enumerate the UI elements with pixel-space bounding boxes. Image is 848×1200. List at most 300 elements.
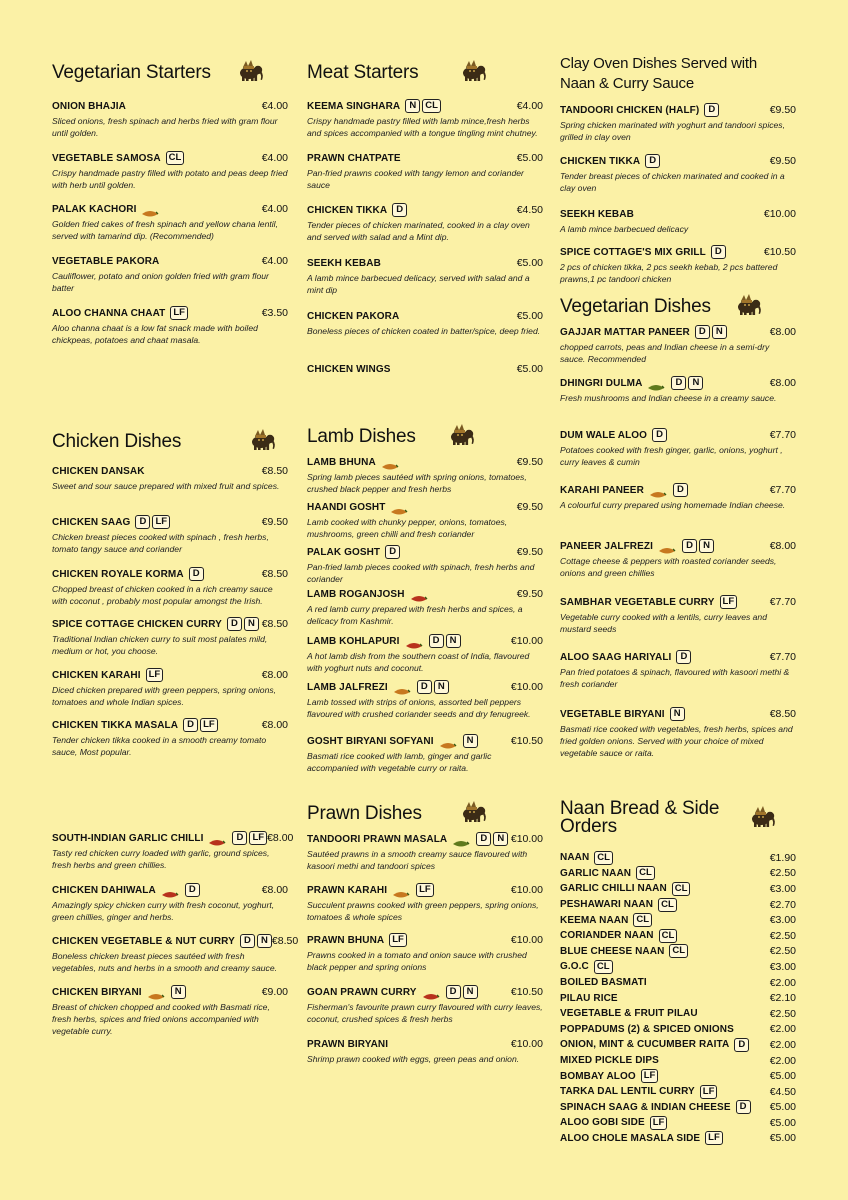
menu-item-price: €5.00: [516, 310, 543, 322]
menu-item-name: VEGETABLE & FRUIT PILAU: [560, 1008, 698, 1020]
dietary-badge: D: [673, 483, 688, 497]
menu-item-price: €3.00: [769, 960, 796, 973]
menu-item-tags: [410, 589, 432, 599]
menu-item-row: [307, 308, 543, 324]
menu-item: [560, 975, 796, 991]
dietary-badge: N: [699, 539, 714, 553]
menu-item-price: €4.00: [261, 255, 288, 267]
section-lamb-dishes: [307, 422, 543, 773]
menu-item-row: [52, 667, 288, 683]
menu-item-description: A lamb mince barbecued delicacy, served with salad and a mint dip: [307, 273, 530, 295]
menu-item-tags: [645, 154, 660, 168]
section-naan-sides: [560, 800, 796, 1146]
menu-item-row: [52, 253, 288, 269]
menu-item-name: GAJJAR MATTAR PANEER: [560, 326, 690, 338]
menu-item-name: VEGETABLE SAMOSA: [52, 152, 161, 164]
dietary-badge: CL: [672, 882, 691, 896]
menu-item-price: €10.00: [510, 884, 543, 896]
menu-item: [560, 928, 796, 944]
menu-item-price: €2.70: [769, 898, 796, 911]
menu-item: [560, 324, 796, 375]
menu-item-price: €2.00: [769, 1023, 796, 1036]
dietary-badge: D: [676, 650, 691, 664]
menu-item-row: [560, 1022, 796, 1038]
menu-item-tags: [649, 483, 688, 497]
menu-item-description: Spring lamb pieces sautéed with spring onions, tomatoes, crushed black pepper and fresh herbs: [307, 472, 527, 494]
menu-item-row: [307, 150, 543, 166]
menu-item-tags: [381, 457, 403, 467]
menu-item-description: Sweet and sour sauce prepared with mixed fruit and spices.: [52, 481, 280, 491]
menu-item: [52, 463, 288, 514]
dietary-badge: D: [734, 1038, 749, 1052]
section-vegetarian-dishes: [560, 292, 796, 758]
menu-item-price: €7.70: [769, 596, 796, 608]
menu-item-description: Shrimp prawn cooked with eggs, green peas and onion.: [307, 1054, 520, 1064]
menu-item-price: €2.10: [769, 992, 796, 1005]
menu-item-row: [307, 499, 543, 515]
dietary-badge: LF: [700, 1085, 718, 1099]
menu-item: [560, 944, 796, 960]
menu-item-price: €2.50: [769, 929, 796, 942]
dietary-badge: D: [671, 376, 686, 390]
menu-item-price: €8.00: [769, 540, 796, 552]
menu-item-name: G.O.C: [560, 961, 589, 973]
dietary-badge: D: [736, 1100, 751, 1114]
section-chicken-dishes: [52, 427, 288, 757]
section-clay-oven: [560, 55, 796, 284]
menu-item-tags: [166, 151, 185, 165]
menu-item: [560, 482, 796, 538]
menu-item-name: ONION BHAJIA: [52, 100, 126, 112]
menu-item-price: €4.00: [261, 100, 288, 112]
menu-item-name: PILAU RICE: [560, 992, 618, 1004]
section-header: [52, 58, 288, 98]
menu-item-row: [307, 586, 543, 602]
menu-item: [560, 897, 796, 913]
menu-item: [560, 1037, 796, 1053]
menu-item-name: SEEKH KEBAB: [560, 208, 634, 220]
menu-item-name: LAMB ROGANJOSH: [307, 588, 405, 600]
menu-item-row: [52, 150, 288, 166]
menu-item-price: €5.00: [516, 363, 543, 375]
menu-item-row: [52, 514, 288, 530]
menu-item-tags: [389, 933, 407, 947]
menu-item: [307, 202, 543, 255]
dietary-badge: N: [446, 634, 461, 648]
menu-item-row: [307, 202, 543, 218]
menu-item: [560, 866, 796, 882]
menu-item-name: TARKA DAL LENTIL CURRY: [560, 1086, 695, 1098]
menu-item-price: €5.00: [769, 1132, 796, 1145]
menu-item: [52, 667, 288, 717]
menu-item-row: [307, 255, 543, 271]
menu-item-tags: [670, 707, 685, 721]
menu-item-tags: [695, 325, 727, 339]
chili-red-icon: [422, 987, 440, 997]
menu-item-name: ALOO GOBI SIDE: [560, 1117, 645, 1129]
menu-item-description: Tender pieces of chicken marinated, cooked in a clay oven and served with salad and a Mint dip.: [307, 220, 530, 242]
chili-orange-icon: [141, 204, 159, 214]
chili-orange-icon: [649, 485, 667, 495]
dietary-badge: D: [240, 934, 255, 948]
menu-item-name: CHICKEN TIKKA MASALA: [52, 719, 179, 731]
menu-item-tags: [392, 203, 407, 217]
menu-item-name: DHINGRI DULMA: [560, 377, 643, 389]
menu-item-name: PESHAWARI NAAN: [560, 899, 654, 911]
menu-item-name: PANEER JALFREZI: [560, 540, 653, 552]
menu-item-price: €3.50: [261, 307, 288, 319]
menu-item-row: [560, 975, 796, 991]
menu-item-price: €10.50: [510, 986, 543, 998]
menu-item-price: €10.00: [510, 1038, 543, 1050]
chili-green-icon: [452, 834, 470, 844]
menu-item-row: [560, 153, 796, 169]
menu-item-row: [307, 882, 543, 898]
dietary-badge: N: [244, 617, 259, 631]
menu-item: [52, 616, 288, 667]
menu-item-row: [307, 633, 543, 649]
menu-item-name: MIXED PICKLE DIPS: [560, 1055, 659, 1067]
menu-item: [560, 375, 796, 427]
menu-item-name: VEGETABLE BIRYANI: [560, 708, 665, 720]
dietary-badge: LF: [650, 1116, 668, 1130]
menu-item: [52, 566, 288, 616]
dietary-badge: D: [189, 567, 204, 581]
menu-item-name: TANDOORI PRAWN MASALA: [307, 833, 448, 845]
menu-item-price: €5.00: [769, 1101, 796, 1114]
menu-item-tags: [633, 913, 652, 927]
menu-item-price: €4.00: [516, 100, 543, 112]
menu-item: [560, 427, 796, 482]
menu-item: [560, 1022, 796, 1038]
dietary-badge: CL: [422, 99, 441, 113]
menu-item-description: Succulent prawns cooked with green peppers, spring onions, tomatoes & whole spices: [307, 900, 539, 922]
menu-item-row: [52, 984, 288, 1000]
dietary-badge: N: [688, 376, 703, 390]
menu-item-name: CHICKEN DAHIWALA: [52, 884, 156, 896]
menu-item-description: Pan-fried prawns cooked with tangy lemon and coriander sauce: [307, 168, 524, 190]
menu-item-price: €8.50: [769, 708, 796, 720]
menu-item-price: €9.00: [261, 986, 288, 998]
menu-item-row: [307, 733, 543, 749]
menu-item-tags: [705, 1131, 723, 1145]
menu-item-row: [307, 831, 543, 847]
menu-item-name: KEEMA SINGHARA: [307, 100, 401, 112]
menu-item-name: SAMBHAR VEGETABLE CURRY: [560, 596, 715, 608]
menu-item-price: €8.00: [769, 377, 796, 389]
menu-item-price: €8.50: [261, 465, 288, 477]
menu-item-tags: [658, 539, 714, 553]
menu-item-description: Fisherman's favourite prawn curry flavoured with curry leaves, coconut, crushed spices & fresh herbs: [307, 1002, 543, 1024]
menu-item-tags: [700, 1085, 718, 1099]
section-header: [307, 422, 543, 454]
menu-item-description: Amazingly spicy chicken curry with fresh coconut, yoghurt, green chillies, ginger and herbs.: [52, 900, 275, 922]
menu-item-price: €9.50: [516, 588, 543, 600]
menu-item-tags: [720, 595, 738, 609]
elephant-icon: [457, 58, 487, 82]
menu-item: [560, 153, 796, 206]
menu-item-description: Breast of chicken chopped and cooked with Basmati rice, fresh herbs, spices and fried onions accompanied with vegetable curry.: [52, 1002, 270, 1036]
menu-item-row: [52, 933, 299, 949]
dietary-badge: CL: [669, 944, 688, 958]
menu-item: [52, 514, 288, 566]
menu-item-tags: [650, 1116, 668, 1130]
menu-item-price: €10.00: [510, 681, 543, 693]
elephant-icon: [457, 799, 487, 823]
menu-item-name: CHICKEN ROYALE KORMA: [52, 568, 184, 580]
menu-item-name: CHICKEN BIRYANI: [52, 986, 142, 998]
menu-item-description: A lamb mince barbecued delicacy: [560, 224, 689, 234]
dietary-badge: LF: [705, 1131, 723, 1145]
menu-item-row: [307, 984, 543, 1000]
menu-item-description: Pan-fried lamb pieces cooked with spinach, fresh herbs and coriander: [307, 562, 535, 584]
menu-item-row: [560, 1100, 796, 1116]
menu-item-row: [560, 649, 796, 665]
menu-item-row: [560, 1068, 796, 1084]
menu-item-row: [560, 866, 796, 882]
menu-item-price: €8.50: [261, 568, 288, 580]
dietary-badge: CL: [633, 913, 652, 927]
menu-item-tags: [422, 985, 478, 999]
elephant-icon: [732, 292, 762, 316]
dietary-badge: LF: [641, 1069, 659, 1083]
menu-item-row: [52, 566, 288, 582]
menu-item-name: SOUTH-INDIAN GARLIC CHILLI: [52, 832, 204, 844]
menu-item-row: [52, 717, 288, 733]
dietary-badge: CL: [659, 929, 678, 943]
menu-item-price: €10.00: [763, 208, 796, 220]
menu-item-row: [52, 305, 288, 321]
menu-item-row: [560, 912, 796, 928]
chili-red-icon: [410, 589, 428, 599]
chili-orange-icon: [393, 682, 411, 692]
menu-item: [307, 454, 543, 499]
menu-item-description: Chicken breast pieces cooked with spinach , fresh herbs, tomato tangy sauce and coriander: [52, 532, 269, 554]
menu-item-name: CHICKEN SAAG: [52, 516, 131, 528]
chili-red-icon: [161, 885, 179, 895]
section-header: [307, 58, 543, 98]
dietary-badge: D: [185, 883, 200, 897]
menu-item: [52, 150, 288, 201]
menu-item-row: [560, 102, 796, 118]
menu-item: [560, 850, 796, 866]
menu-item: [307, 255, 543, 308]
menu-item: [307, 544, 543, 586]
menu-item-description: Potatoes cooked with fresh ginger, garlic, onions, yoghurt , curry leaves & cumin: [560, 445, 783, 467]
menu-item-row: [307, 361, 543, 377]
menu-item-price: €5.00: [769, 1116, 796, 1129]
menu-item-name: CHICKEN WINGS: [307, 363, 391, 375]
section-title: Vegetarian Dishes: [560, 296, 711, 317]
section-header: [560, 56, 796, 102]
menu-item-tags: [147, 985, 186, 999]
menu-item-row: [307, 98, 543, 114]
menu-item-price: €2.50: [769, 867, 796, 880]
menu-item: [307, 882, 543, 932]
menu-item-price: €10.50: [510, 735, 543, 747]
menu-item-price: €4.00: [261, 203, 288, 215]
dietary-badge: N: [463, 734, 478, 748]
menu-item-tags: [658, 898, 677, 912]
dietary-badge: D: [704, 103, 719, 117]
menu-item-row: [307, 1036, 543, 1052]
dietary-badge: LF: [170, 306, 188, 320]
dietary-badge: N: [493, 832, 508, 846]
menu-item-tags: [711, 245, 726, 259]
menu-item: [560, 102, 796, 153]
menu-item: [560, 1068, 796, 1084]
menu-item-price: €9.50: [516, 501, 543, 513]
menu-item-row: [560, 944, 796, 960]
dietary-badge: N: [712, 325, 727, 339]
menu-item-price: €3.00: [769, 882, 796, 895]
menu-item-description: Tender chicken tikka cooked in a smooth creamy tomato sauce, Most popular.: [52, 735, 267, 757]
menu-item-tags: [439, 734, 478, 748]
menu-item-row: [560, 324, 796, 340]
menu-item: [560, 594, 796, 649]
menu-item-name: PALAK GOSHT: [307, 546, 381, 558]
menu-item-row: [560, 1131, 796, 1147]
menu-item-row: [560, 897, 796, 913]
menu-item: [307, 308, 543, 361]
dietary-badge: LF: [146, 668, 164, 682]
menu-item-tags: [183, 718, 218, 732]
menu-item-name: BLUE CHEESE NAAN: [560, 945, 665, 957]
dietary-badge: D: [183, 718, 198, 732]
dietary-badge: D: [417, 680, 432, 694]
menu-item-description: Basmati rice cooked with lamb, ginger and garlic accompanied with vegetable curry or raita.: [307, 751, 492, 773]
menu-item-tags: [676, 650, 691, 664]
menu-item-price: €7.70: [769, 484, 796, 496]
menu-item-tags: [146, 668, 164, 682]
menu-item-description: Aloo channa chaat is a low fat snack made with boiled chickpeas, potatoes and chaat masala.: [52, 323, 258, 345]
chili-green-icon: [647, 378, 665, 388]
menu-item-description: Crispy handmade pastry filled with lamb mince,fresh herbs and spices accompanied with a tongue tingling mint chutney.: [307, 116, 538, 138]
menu-item-tags: [385, 545, 400, 559]
menu-item: [560, 649, 796, 706]
menu-item-price: €9.50: [769, 104, 796, 116]
menu-item-price: €2.50: [769, 945, 796, 958]
dietary-badge: CL: [636, 866, 655, 880]
menu-item: [560, 990, 796, 1006]
section-title: Lamb Dishes: [307, 426, 416, 447]
menu-item-price: €2.00: [769, 976, 796, 989]
menu-item-price: €5.00: [516, 257, 543, 269]
menu-item-tags: [189, 567, 204, 581]
chili-orange-icon: [658, 541, 676, 551]
menu-item-name: ALOO SAAG HARIYALI: [560, 651, 672, 663]
menu-item-row: [560, 538, 796, 554]
menu-item-description: Pan fried potatoes & spinach, flavoured with kasoori methi & fresh coriander: [560, 667, 790, 689]
section-meat-starters: [307, 58, 543, 375]
menu-item-row: [307, 544, 543, 560]
menu-item-tags: [736, 1100, 751, 1114]
menu-item: [560, 959, 796, 975]
menu-item: [307, 633, 543, 679]
menu-item-name: CHICKEN KARAHI: [52, 669, 141, 681]
menu-item-name: SPINACH SAAG & INDIAN CHEESE: [560, 1101, 731, 1113]
menu-item-name: CHICKEN TIKKA: [307, 204, 388, 216]
menu-item: [560, 912, 796, 928]
menu-item-tags: [594, 960, 613, 974]
menu-item-price: €10.00: [510, 833, 543, 845]
menu-item-name: ALOO CHANNA CHAAT: [52, 307, 166, 319]
menu-item-price: €2.00: [769, 1054, 796, 1067]
menu-item-name: CHICKEN VEGETABLE & NUT CURRY: [52, 935, 235, 947]
menu-item-description: Boneless chicken breast pieces sautéed with fresh vegetables, nuts and herbs in a smooth and creamy sauce.: [52, 951, 278, 973]
dietary-badge: D: [695, 325, 710, 339]
dietary-badge: D: [232, 831, 247, 845]
menu-item-description: Sautéed prawns in a smooth creamy sauce flavoured with kasoori methi and tandoori spices: [307, 849, 528, 871]
menu-item-tags: [704, 103, 719, 117]
menu-item: [52, 882, 288, 933]
menu-item-name: PRAWN CHATPATE: [307, 152, 401, 164]
menu-item-name: HAANDI GOSHT: [307, 501, 386, 513]
menu-item-tags: [452, 832, 508, 846]
menu-item: [560, 881, 796, 897]
dietary-badge: LF: [152, 515, 170, 529]
menu-item: [307, 984, 543, 1036]
menu-item-row: [560, 1053, 796, 1069]
menu-item-description: Traditional Indian chicken curry to suit most palates mild, medium or hot, you choose.: [52, 634, 268, 656]
menu-item-name: PRAWN KARAHI: [307, 884, 388, 896]
menu-item-name: SPICE COTTAGE CHICKEN CURRY: [52, 618, 222, 630]
chili-orange-icon: [381, 457, 399, 467]
menu-item-description: Boneless pieces of chicken coated in batter/spice, deep fried.: [307, 326, 541, 336]
menu-item: [52, 933, 299, 984]
menu-item-tags: [227, 617, 259, 631]
dietary-badge: D: [476, 832, 491, 846]
menu-item-description: Lamb cooked with chunky pepper, onions, tomatoes, mushrooms, green chilli and fresh coriander: [307, 517, 508, 539]
dietary-badge: N: [434, 680, 449, 694]
menu-item-description: Lamb tossed with strips of onions, assorted bell peppers flavoured with crushed coriander seeds and dry fenugreek.: [307, 697, 531, 719]
elephant-icon: [445, 422, 475, 446]
menu-item-price: €8.00: [261, 884, 288, 896]
menu-item-name: LAMB BHUNA: [307, 456, 376, 468]
dietary-badge: D: [385, 545, 400, 559]
section-chicken-dishes-continued: [52, 826, 299, 1036]
menu-item-price: €9.50: [516, 546, 543, 558]
menu-item-row: [560, 850, 796, 866]
menu-item-name: GARLIC NAAN: [560, 867, 632, 879]
menu-item-price: €2.50: [769, 1007, 796, 1020]
menu-item-row: [52, 98, 288, 114]
menu-item-row: [560, 1037, 796, 1053]
menu-item-tags: [240, 934, 272, 948]
menu-item-name: CHICKEN DANSAK: [52, 465, 145, 477]
section-title: Chicken Dishes: [52, 431, 182, 452]
menu-item-description: A red lamb curry prepared with fresh herbs and spices, a delicacy from Kashmir.: [307, 604, 523, 626]
section-header: [52, 427, 288, 463]
menu-item-price: €2.00: [769, 1038, 796, 1051]
menu-item-tags: [659, 929, 678, 943]
menu-item-name: BOMBAY ALOO: [560, 1070, 636, 1082]
menu-item-name: LAMB KOHLAPURI: [307, 635, 400, 647]
menu-item-tags: [647, 376, 703, 390]
menu-item-price: €4.00: [261, 152, 288, 164]
menu-item-name: ONION, MINT & CUCUMBER RAITA: [560, 1039, 730, 1051]
menu-item-description: Prawns cooked in a tomato and onion sauce with crushed black pepper and spring onions: [307, 950, 527, 972]
menu-item: [52, 98, 288, 150]
menu-item: [560, 1131, 796, 1147]
dietary-badge: LF: [200, 718, 218, 732]
menu-item-tags: [161, 883, 200, 897]
menu-item: [560, 1115, 796, 1131]
menu-item-description: Basmati rice cooked with vegetables, fresh herbs, spices and fried golden onions. Served with your choice of mixed vegetable sauce or raita.: [560, 724, 793, 758]
dietary-badge: CL: [594, 851, 613, 865]
menu-item-price: €10.00: [510, 934, 543, 946]
menu-item-name: BOILED BASMATI: [560, 977, 647, 989]
